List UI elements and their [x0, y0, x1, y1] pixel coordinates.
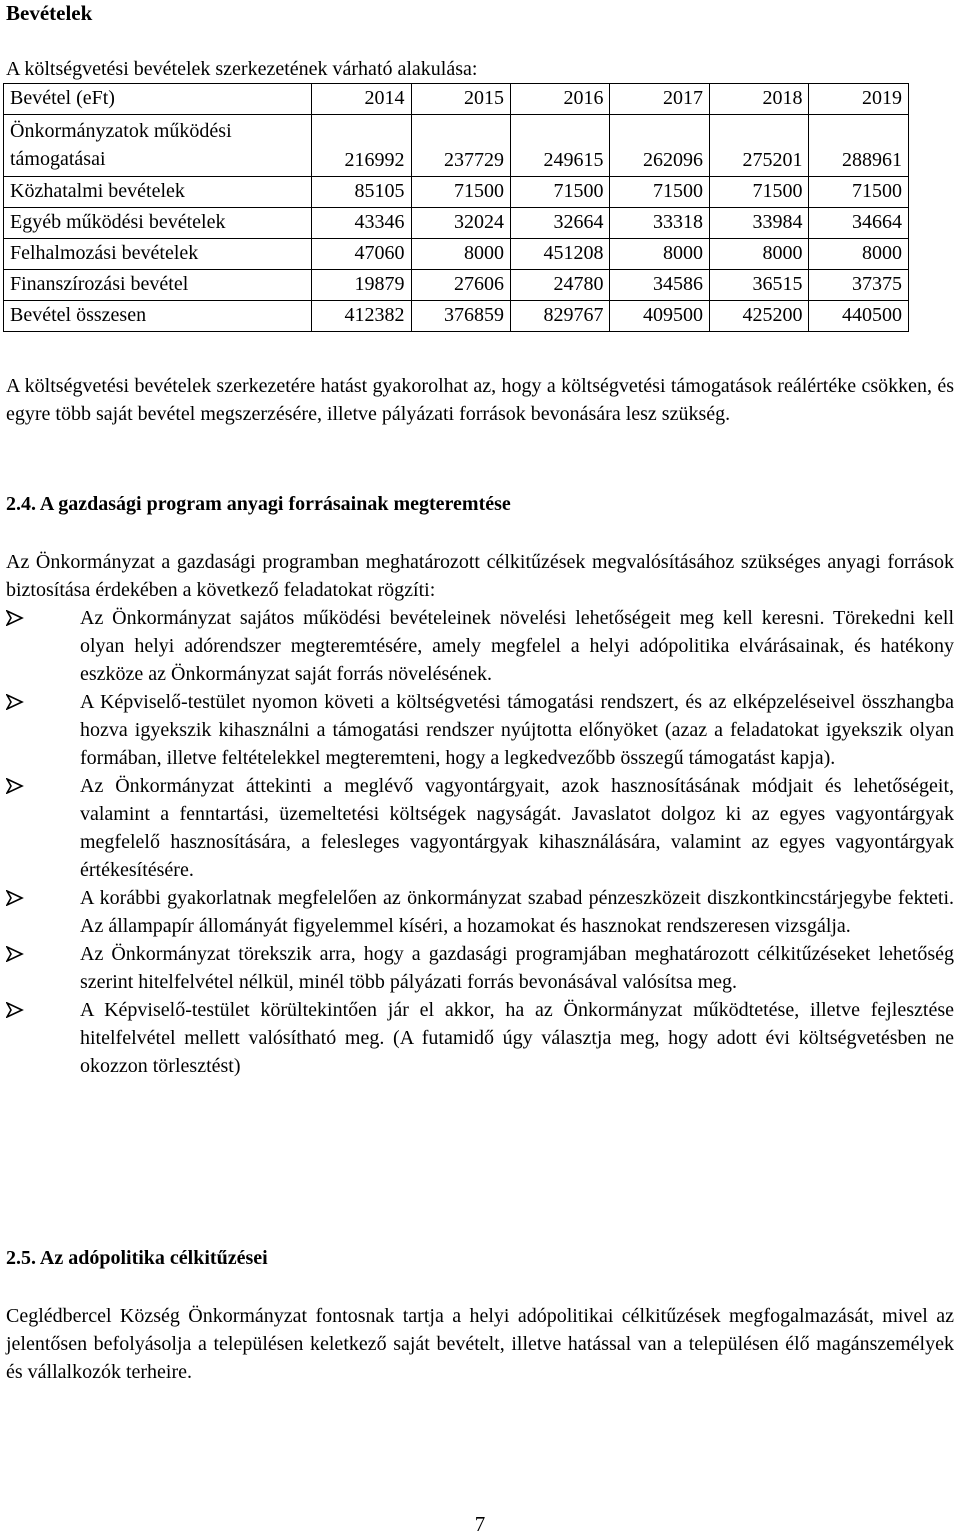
table-cell: 19879	[312, 270, 411, 301]
table-cell: 249615	[510, 115, 609, 177]
list-item-text: A Képviselő-testület nyomon követi a költségvetési támogatási rendszert, és az elképzeléseivel összhangba hozva igyekszik kihasználni a támogatási rendszer nyújtotta előnyöket (azaz a feladatokat igyekszik olyan formában, illetve feltételekkel megteremteni, hogy a legkedvezőbb összegű támogatást kapja).	[80, 691, 954, 769]
table-cell: 376859	[411, 301, 510, 332]
table-cell: 71500	[610, 177, 709, 208]
list-item-text: Az Önkormányzat törekszik arra, hogy a gazdasági programjában meghatározott célkitűzéseket lehetőség szerint hitelfelvétel nélkül, minél több pályázati forrás bevonásával valósítsa meg.	[80, 943, 954, 993]
section-heading-bevetelek: Bevételek	[6, 1, 93, 25]
table-header-cell: Bevétel (eFt)	[4, 84, 312, 115]
arrow-bullet-icon	[6, 1002, 24, 1018]
list-item	[6, 996, 954, 1080]
table-cell: 34586	[610, 270, 709, 301]
table-cell: 412382	[312, 301, 411, 332]
section-title-text: A gazdasági program anyagi forrásainak megteremtése	[39, 493, 511, 515]
table-row	[4, 239, 909, 270]
table-row-label: Finanszírozási bevétel	[4, 270, 312, 301]
table-cell: 216992	[312, 115, 411, 177]
section-number: 2.4.	[6, 493, 36, 515]
arrow-bullet-icon	[6, 890, 24, 906]
list-item	[6, 772, 954, 884]
table-cell: 33984	[709, 208, 808, 239]
table-cell: 71500	[510, 177, 609, 208]
list-item	[6, 940, 954, 996]
table-cell: 71500	[411, 177, 510, 208]
table-cell: 829767	[510, 301, 609, 332]
table-header-cell: 2017	[610, 84, 709, 115]
table-cell: 43346	[312, 208, 411, 239]
table-row-label: Felhalmozási bevételek	[4, 239, 312, 270]
table-row	[4, 177, 909, 208]
table-cell: 85105	[312, 177, 411, 208]
list-item	[6, 884, 954, 940]
table-header-cell: 2015	[411, 84, 510, 115]
table-row-label: Bevétel összesen	[4, 301, 312, 332]
arrow-bullet-icon	[6, 946, 24, 962]
table-cell: 34664	[809, 208, 909, 239]
table-row-label: Közhatalmi bevételek	[4, 177, 312, 208]
list-item	[6, 688, 954, 772]
section-2-4-intro: Az Önkormányzat a gazdasági programban meghatározott célkitűzések megvalósításához szükséges anyagi források biztosítása érdekében a következő feladatokat rögzíti:	[6, 551, 954, 601]
table-cell: 33318	[610, 208, 709, 239]
section-title-text: Az adópolitika célkitűzései	[39, 1247, 268, 1269]
paragraph-after-table: A költségvetési bevételek szerkezetére hatást gyakorolhat az, hogy a költségvetési támogatások reálértéke csökken, és egyre több saját bevétel megszerzésére, illetve pályázati források bevonására lesz szükség.	[6, 375, 954, 425]
table-cell: 451208	[510, 239, 609, 270]
table-total-row	[4, 301, 909, 332]
revenue-table	[3, 83, 909, 332]
table-cell: 37375	[809, 270, 909, 301]
table-cell: 8000	[709, 239, 808, 270]
table-cell: 27606	[411, 270, 510, 301]
table-row	[4, 115, 909, 177]
table-header-row	[4, 84, 909, 115]
page-number: 7	[474, 1512, 486, 1536]
arrow-bullet-icon	[6, 610, 24, 626]
table-row-label: Egyéb működési bevételek	[4, 208, 312, 239]
table-row	[4, 270, 909, 301]
table-header-cell: 2014	[312, 84, 411, 115]
section-title-2-5	[6, 1244, 268, 1272]
table-cell: 36515	[709, 270, 808, 301]
table-cell: 262096	[610, 115, 709, 177]
table-cell: 32024	[411, 208, 510, 239]
table-cell: 288961	[809, 115, 909, 177]
table-header-cell: 2019	[809, 84, 909, 115]
table-cell: 24780	[510, 270, 609, 301]
table-header-cell: 2018	[709, 84, 808, 115]
table-cell: 71500	[709, 177, 808, 208]
table-cell: 237729	[411, 115, 510, 177]
table-row-label: Önkormányzatok működési támogatásai	[4, 115, 312, 177]
list-item	[6, 604, 954, 688]
table-cell: 8000	[610, 239, 709, 270]
table-cell: 8000	[809, 239, 909, 270]
list-item-text: A Képviselő-testület körültekintően jár el akkor, ha az Önkormányzat működtetése, illetve fejlesztése hitelfelvétel mellett valósítható meg. (A futamidő úgy választja meg, hogy adott évi költségvetésben ne okozzon törlesztést)	[80, 999, 954, 1077]
arrow-bullet-icon	[6, 778, 24, 794]
table-cell: 440500	[809, 301, 909, 332]
table-cell: 425200	[709, 301, 808, 332]
table-intro: A költségvetési bevételek szerkezetének várható alakulása:	[6, 58, 478, 80]
table-cell: 275201	[709, 115, 808, 177]
arrow-bullet-icon	[6, 694, 24, 710]
list-item-text: A korábbi gyakorlatnak megfelelően az önkormányzat szabad pénzeszközeit diszkontkincstárjegybe fekteti. Az állampapír állományát figyelemmel kíséri, a hozamokat és hasznokat rendszeresen vizsgálja.	[80, 887, 954, 937]
task-list	[6, 604, 954, 1080]
table-cell: 71500	[809, 177, 909, 208]
list-item-text: Az Önkormányzat sajátos működési bevételeinek növelési lehetőségeit meg kell keresni. Törekedni kell olyan helyi adórendszer megteremtésére, amely megfelel a helyi adópolitika elvárásainak, és hatékony eszköze az Önkormányzat saját forrás növelésének.	[80, 607, 954, 685]
table-cell: 409500	[610, 301, 709, 332]
table-header-cell: 2016	[510, 84, 609, 115]
table-cell: 32664	[510, 208, 609, 239]
list-item-text: Az Önkormányzat áttekinti a meglévő vagyontárgyait, azok hasznosításának módjait és lehetőségeit, valamint a fenntartási, üzemeltetési költségek nagyságát. Javaslatot dolgoz ki az egyes vagyontárgyak megfelelő hasznosítására, a felesleges vagyontárgyak kihasználására, valamint az egyes vagyontárgyak értékesítésére.	[80, 775, 954, 881]
section-2-5-paragraph: Ceglédbercel Község Önkormányzat fontosnak tartja a helyi adópolitikai célkitűzések megfogalmazását, mivel az jelentősen befolyásolja a településen keletkező saját bevételt, illetve hatással van a településen élő magánszemélyek és vállalkozók terheire.	[6, 1305, 954, 1383]
section-number: 2.5.	[6, 1247, 36, 1269]
table-cell: 8000	[411, 239, 510, 270]
section-title-2-4	[6, 490, 511, 518]
table-cell: 47060	[312, 239, 411, 270]
table-row	[4, 208, 909, 239]
